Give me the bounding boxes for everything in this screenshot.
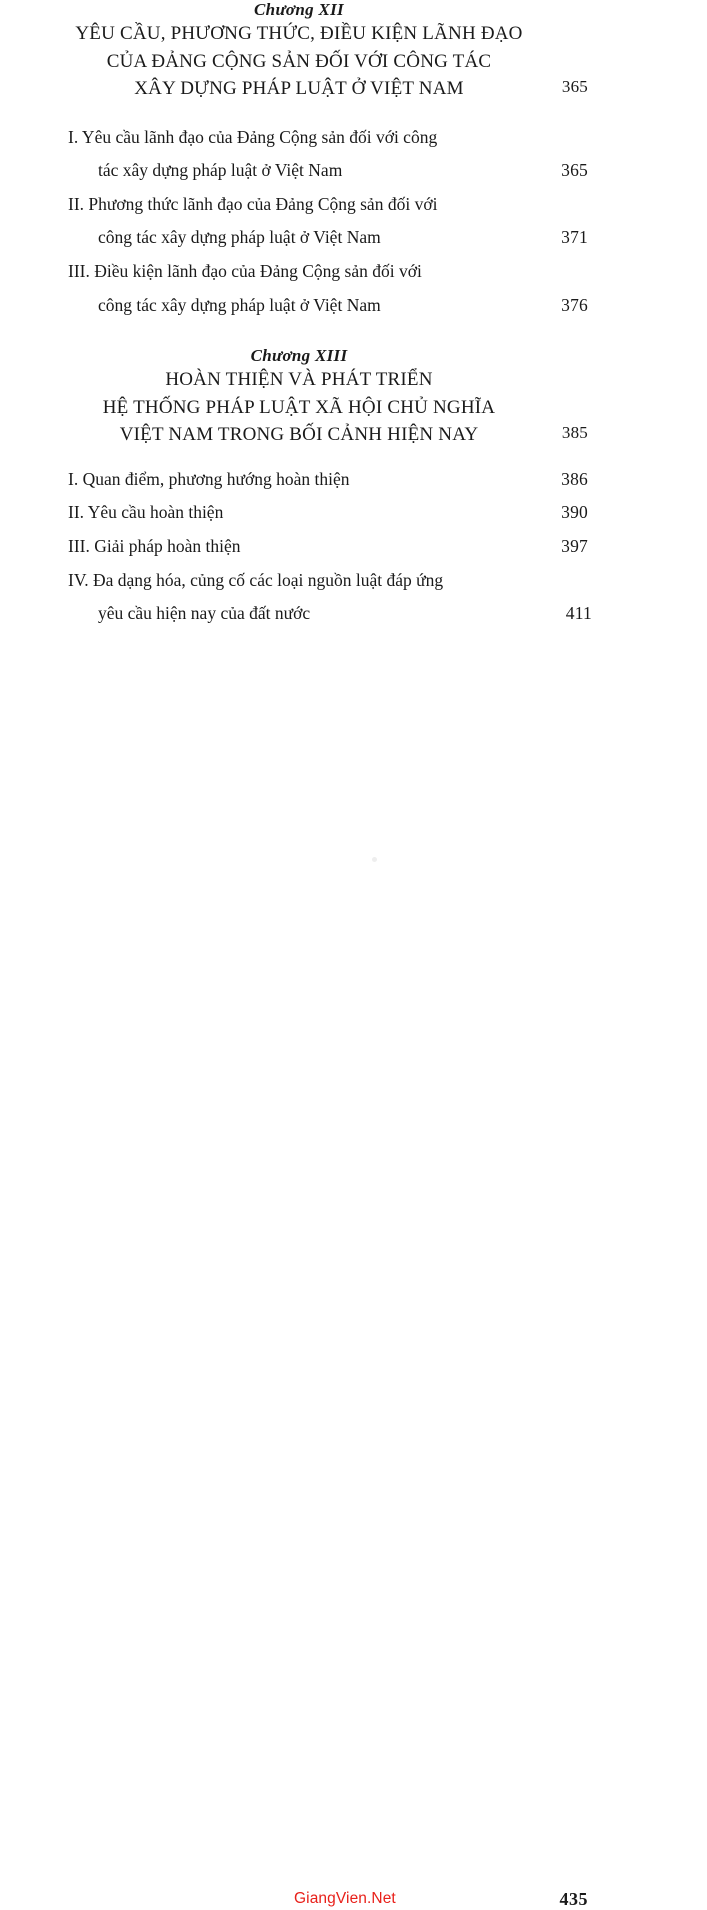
chapter-title-text: XÂY DỰNG PHÁP LUẬT Ở VIỆT NAM [134,78,464,100]
toc-entry-line [68,530,588,564]
chapter-title-text: HOÀN THIỆN VÀ PHÁT TRIỂN [165,369,433,391]
toc-entry-xii-3[interactable] [68,255,588,322]
toc-entry-line [68,188,588,222]
toc-entry-line [68,121,588,155]
chapter-title-line-xii-2 [68,48,588,76]
chapter-title-line-xii-3 [68,75,588,103]
toc-entry-xii-1[interactable] [68,121,588,188]
chapter-title-text: VIỆT NAM TRONG BỐI CẢNH HIỆN NAY [119,424,479,446]
toc-entry-page-number: 371 [561,227,588,248]
chapter-label-xii: Chương XII [254,0,344,19]
scan-artifact [372,857,377,862]
spacer [68,103,588,121]
toc-entry-xiii-4[interactable] [68,564,592,631]
toc-entry-xiii-3[interactable] [68,530,588,564]
toc-entry-text: tác xây dựng pháp luật ở Việt Nam [98,160,343,181]
toc-entry-text: II. Yêu cầu hoàn thiện [68,502,224,523]
toc-entry-line [68,221,588,255]
toc-entry-text: công tác xây dựng pháp luật ở Việt Nam [98,227,381,248]
toc-entry-xiii-2[interactable] [68,496,588,530]
spacer [68,322,588,346]
chapter-block-xii [68,0,588,103]
chapter-page-number-xii: 365 [561,77,588,97]
chapter-page-number-xiii: 385 [561,423,588,443]
chapter-block-xiii [68,346,588,449]
toc-entry-page-number: 390 [561,502,588,523]
toc-entry-line [68,496,588,530]
toc-entry-text: IV. Đa dạng hóa, củng cố các loại nguồn luật đáp ứng [68,569,444,590]
toc-entry-page-number: 411 [565,603,592,624]
toc-entry-page-number: 397 [561,536,588,557]
toc-entry-page-number: 365 [561,160,588,181]
chapter-title-text: CỦA ĐẢNG CỘNG SẢN ĐỐI VỚI CÔNG TÁC [106,50,492,72]
toc-entry-text: yêu cầu hiện nay của đất nước [98,603,311,624]
toc-entry-xiii-1[interactable] [68,463,588,497]
chapter-title-line-xiii-3 [68,421,588,449]
chapter-label-xiii: Chương XIII [250,346,348,366]
toc-entry-line [68,597,592,631]
toc-entry-line [68,289,588,323]
chapter-title-line-xiii-2 [68,394,588,422]
spacer [68,449,588,463]
toc-entry-page-number: 376 [561,294,588,315]
toc-entry-text: I. Quan điểm, phương hướng hoàn thiện [68,468,350,489]
chapter-title-line-xiii-1 [68,366,588,394]
page-footer [0,942,707,1909]
chapter-title-text: HỆ THỐNG PHÁP LUẬT XÃ HỘI CHỦ NGHĨA [102,396,496,418]
toc-entry-line [68,564,588,598]
toc-entry-text: I. Yêu cầu lãnh đạo của Đảng Cộng sản đối với công [68,126,438,147]
toc-entry-text: II. Phương thức lãnh đạo của Đảng Cộng sản đối với [68,193,438,214]
toc-entry-line [68,255,588,289]
toc-entry-page-number: 386 [561,468,588,489]
toc-entry-line [68,154,588,188]
toc-entry-line [68,463,588,497]
chapter-title-text: YÊU CẦU, PHƯƠNG THỨC, ĐIỀU KIỆN LÃNH ĐẠO [75,23,523,44]
toc-entry-xii-2[interactable] [68,188,588,255]
toc-entry-text: công tác xây dựng pháp luật ở Việt Nam [98,294,381,315]
chapter-title-line-xii-1 [68,20,588,48]
toc-entry-text: III. Điều kiện lãnh đạo của Đảng Cộng sản đối với [68,261,422,282]
page-folio-number: 435 [559,1889,588,1909]
toc-entry-text: III. Giải pháp hoàn thiện [68,536,241,557]
watermark: GiangVien.Net [294,1890,396,1907]
toc-content [68,0,592,631]
